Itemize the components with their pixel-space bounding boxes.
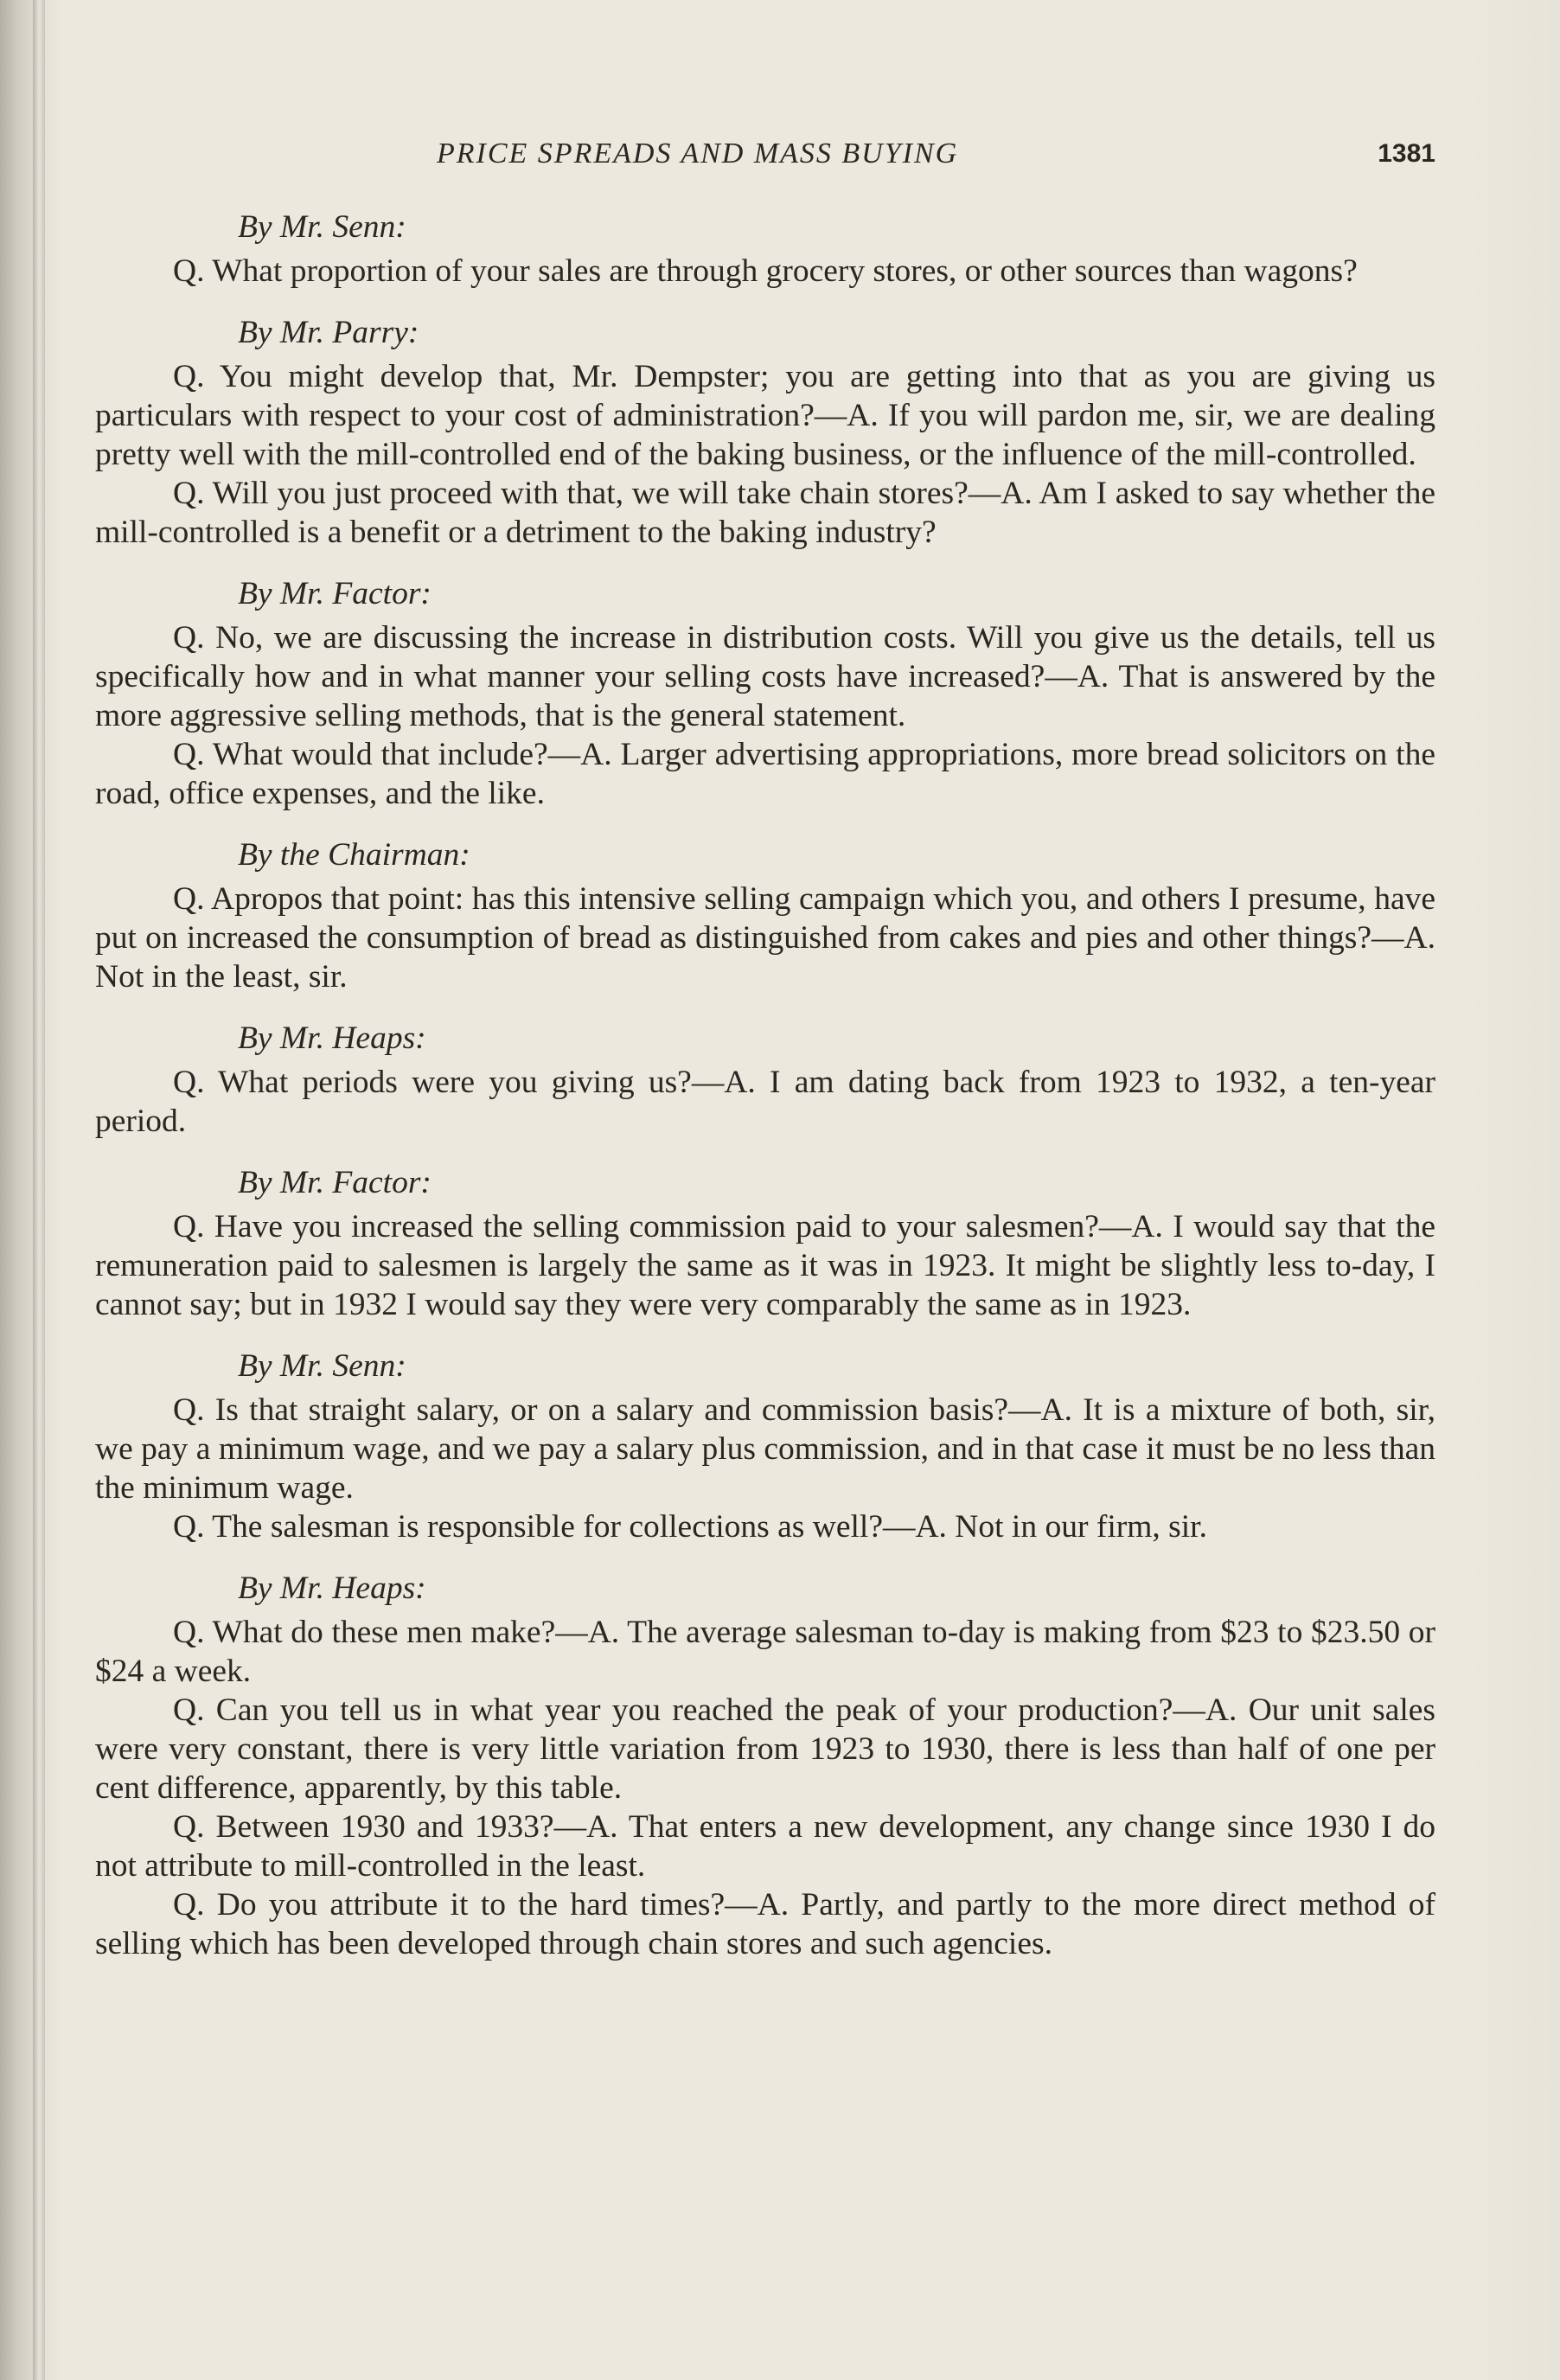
page-binding-shadow <box>33 0 45 2380</box>
testimony-paragraph: Q. Will you just proceed with that, we will take chain stores?—A. Am I asked to say whether the mill-controlled is a benefit or a detriment to the baking industry? <box>95 476 1435 550</box>
speaker-heading: By Mr. Senn: <box>238 209 406 245</box>
testimony-paragraph: Q. No, we are discussing the increase in distribution costs. Will you give us the details, tell us specifically how and in what manner your selling costs have increased?—A. That is answered by the more aggressive selling methods, that is the general statement. <box>95 620 1435 733</box>
testimony-paragraph: Q. What periods were you giving us?—A. I am dating back from 1923 to 1932, a ten-year period. <box>95 1065 1435 1139</box>
testimony-paragraph: Q. The salesman is responsible for collections as well?—A. Not in our firm, sir. <box>173 1509 1207 1545</box>
speaker-heading: By Mr. Factor: <box>238 1165 432 1200</box>
speaker-heading: By the Chairman: <box>238 837 470 873</box>
testimony-paragraph: Q. Can you tell us in what year you reached the peak of your production?—A. Our unit sales were very constant, there is very little variation from 1923 to 1930, there is less than half of one per cent difference, apparently, by this table. <box>95 1692 1435 1806</box>
testimony-paragraph: Q. Apropos that point: has this intensive selling campaign which you, and others I presume, have put on increased the consumption of bread as distinguished from cakes and pies and other things?—A. Not in the least, sir. <box>95 881 1435 995</box>
speaker-heading: By Mr. Heaps: <box>238 1020 426 1056</box>
page-number: 1381 <box>1378 139 1435 168</box>
testimony-paragraph: Q. What proportion of your sales are through grocery stores, or other sources than wagons? <box>173 253 1358 289</box>
speaker-heading: By Mr. Heaps: <box>238 1571 426 1606</box>
speaker-heading: By Mr. Parry: <box>238 315 419 350</box>
testimony-paragraph: Q. Do you attribute it to the hard times?—A. Partly, and partly to the more direct method of selling which has been developed through chain stores and such agencies. <box>95 1887 1435 1961</box>
speaker-heading: By Mr. Factor: <box>238 576 432 611</box>
speaker-heading: By Mr. Senn: <box>238 1348 406 1384</box>
testimony-paragraph: Q. What do these men make?—A. The average salesman to-day is making from $23 to $23.50 or $24 a week. <box>95 1615 1435 1689</box>
testimony-paragraph: Q. Between 1930 and 1933?—A. That enters a new development, any change since 1930 I do not attribute to mill-controlled in the least. <box>95 1809 1435 1884</box>
testimony-paragraph: Q. Have you increased the selling commission paid to your salesmen?—A. I would say that the remuneration paid to salesmen is largely the same as it was in 1923. It might be slightly less to-day, I cannot say; but in 1932 I would say they were very comparably the same as in 1923. <box>95 1209 1435 1322</box>
page-header <box>95 134 1435 186</box>
running-title: PRICE SPREADS AND MASS BUYING <box>437 138 959 170</box>
testimony-paragraph: Q. What would that include?—A. Larger advertising appropriations, more bread solicitors on the road, office expenses, and the like. <box>95 737 1435 811</box>
testimony-paragraph: Q. Is that straight salary, or on a salary and commission basis?—A. It is a mixture of both, sir, we pay a minimum wage, and we pay a salary plus commission, and in that case it must be no less than the minimum wage. <box>95 1392 1435 1506</box>
testimony-paragraph: Q. You might develop that, Mr. Dempster; you are getting into that as you are giving us particulars with respect to your cost of administration?—A. If you will pardon me, sir, we are dealing pretty well with the mill-controlled end of the baking business, or the influence of the mill-controlled. <box>95 359 1435 472</box>
page-text-block <box>95 134 1435 1963</box>
